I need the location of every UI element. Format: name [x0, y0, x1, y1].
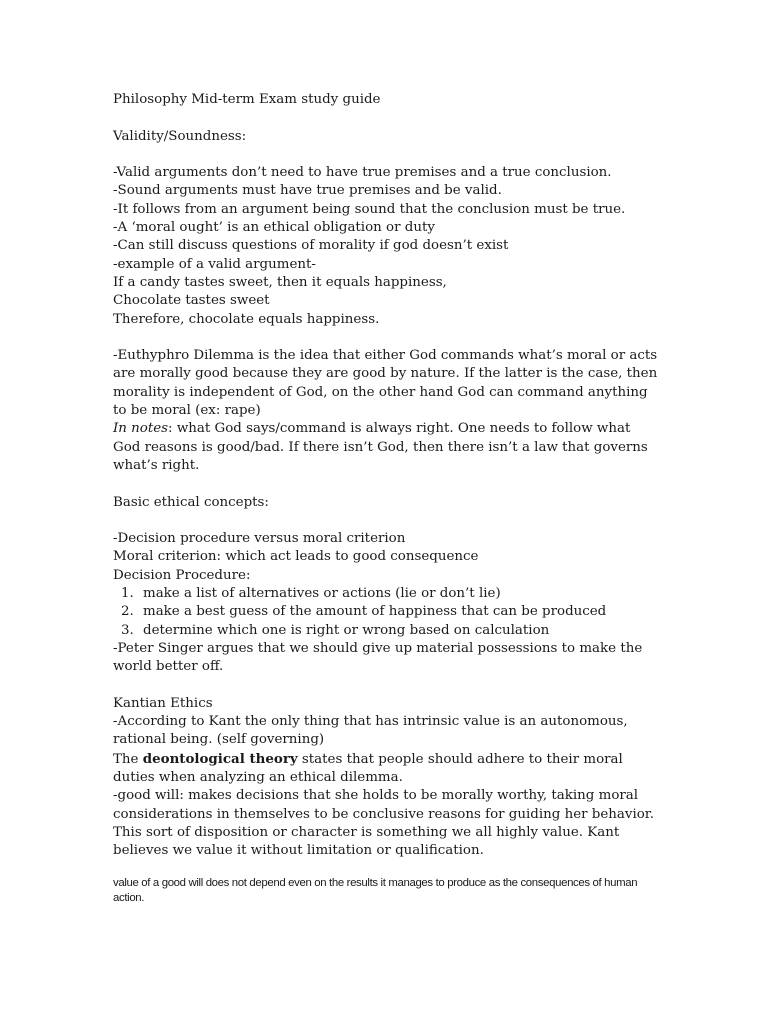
- good-will-paragraph: -good will: makes decisions that she holds to be morally worthy, taking moral considerations in themselves to be conclusive reasons for guiding her behavior. This sort of disposition or character is something we all highly value. Kant believes we value it without limitation or qualification.: [113, 788, 654, 859]
- deontological-paragraph: [113, 750, 658, 788]
- argument-premise-1: If a candy tastes sweet, then it equals happiness,: [113, 274, 447, 290]
- list-text: make a list of alternatives or actions (lie or don’t lie): [143, 586, 501, 602]
- argument-premise-2: Chocolate tastes sweet: [113, 293, 270, 309]
- section-heading-ethical-concepts: Basic ethical concepts:: [113, 494, 269, 510]
- document-title: Philosophy Mid-term Exam study guide: [113, 92, 381, 107]
- validity-line: -example of a valid argument-: [113, 256, 316, 272]
- list-item: [121, 622, 658, 640]
- notes-paragraph: [113, 420, 658, 475]
- notes-text: : what God says/command is always right. One needs to follow what God reasons is good/bad. If there isn’t God, then there isn’t a law that governs what’s right.: [113, 421, 648, 473]
- section-heading-kantian: Kantian Ethics: [113, 695, 213, 711]
- validity-line: -A ‘moral ought’ is an ethical obligation or duty: [113, 220, 435, 236]
- list-item: [121, 585, 658, 603]
- list-text: determine which one is right or wrong based on calculation: [143, 622, 550, 638]
- decision-steps-list: [113, 585, 658, 640]
- concepts-line: Decision Procedure:: [113, 567, 251, 583]
- study-guide-page: [113, 91, 658, 906]
- list-number: 1.: [121, 586, 134, 602]
- validity-line: -Can still discuss questions of morality if god doesn’t exist: [113, 238, 509, 254]
- section-heading-validity: Validity/Soundness:: [113, 128, 247, 144]
- footnote-paragraph: value of a good will does not depend even on the results it manages to produce as the consequences of human action.: [113, 877, 638, 905]
- concepts-line: Moral criterion: which act leads to good consequence: [113, 549, 479, 565]
- deon-bold-term: deontological theory: [142, 750, 298, 767]
- singer-paragraph: -Peter Singer argues that we should give up material possessions to make the world better off.: [113, 640, 643, 675]
- validity-line: -Sound arguments must have true premises and be valid.: [113, 183, 502, 199]
- notes-label: In notes: [113, 421, 169, 437]
- list-number: 2.: [121, 604, 134, 620]
- list-number: 3.: [121, 622, 134, 638]
- intrinsic-value-paragraph: -According to Kant the only thing that has intrinsic value is an autonomous, rational being. (self governing): [113, 714, 628, 748]
- validity-line: -Valid arguments don’t need to have true premises and a true conclusion.: [113, 165, 612, 181]
- argument-conclusion: Therefore, chocolate equals happiness.: [113, 311, 380, 327]
- list-item: [121, 603, 658, 621]
- deon-rest: states that people should adhere to their moral duties when analyzing an ethical dilemma.: [113, 751, 623, 785]
- validity-line: -It follows from an argument being sound that the conclusion must be true.: [113, 201, 626, 217]
- concepts-line: -Decision procedure versus moral criterion: [113, 531, 406, 547]
- list-text: make a best guess of the amount of happiness that can be produced: [143, 604, 607, 620]
- euthyphro-paragraph: -Euthyphro Dilemma is the idea that either God commands what’s moral or acts are morally good because they are good by nature. If the latter is the case, then morality is independent of God, on the other hand God can command anything to be moral (ex: rape): [113, 348, 658, 419]
- deon-prefix: The: [113, 751, 143, 767]
